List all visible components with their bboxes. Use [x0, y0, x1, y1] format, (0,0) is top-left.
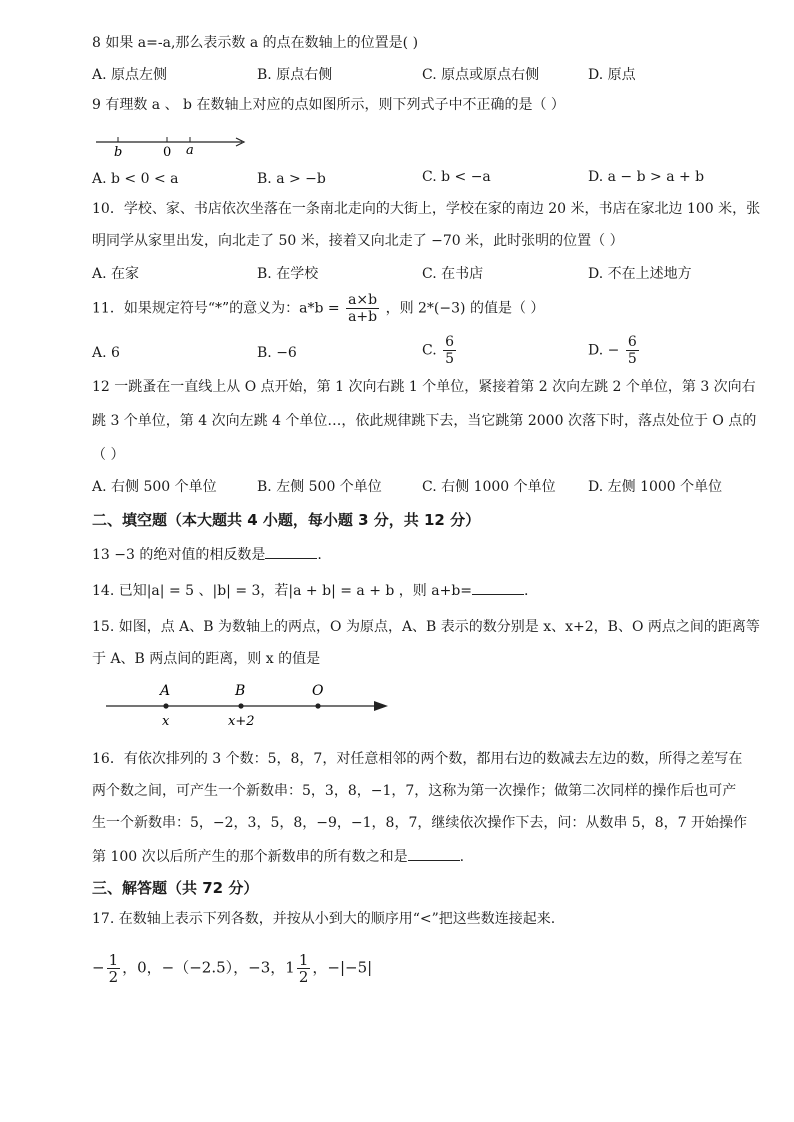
- q10-line-1: 10．学校、家、书店依次坐落在一条南北走向的大街上，学校在家的南边 20 米，书店在家北边 100 米，张: [92, 201, 761, 217]
- q10-option-a: A. 在家: [92, 266, 140, 282]
- q17-fraction-1: [107, 952, 121, 985]
- q11-option-d-label: D. −: [588, 342, 620, 359]
- q12-option-b: B. 左侧 500 个单位: [257, 479, 382, 495]
- q15-label-a: A: [160, 683, 171, 699]
- q17-fraction-2: [297, 952, 311, 985]
- q16-text: 第 100 次以后所产生的那个新数串的所有数之和是: [92, 849, 408, 865]
- q8-option-c: C. 原点或原点右侧: [422, 67, 540, 83]
- q8-option-a: A. 原点左侧: [92, 67, 168, 83]
- q17-numbers: [92, 952, 372, 985]
- q11-option-c-fraction: [443, 334, 456, 367]
- q9-option-a: A. b < 0 < a: [92, 171, 179, 187]
- q17-fraction-2-numerator: 1: [298, 951, 309, 969]
- q10-option-b: B. 在学校: [257, 266, 319, 282]
- section-3-heading: 三、解答题（共 72 分）: [92, 879, 259, 897]
- q13-stem: [92, 544, 322, 564]
- q11-prefix: 11．如果规定符号“*”的意义为：a*b =: [92, 300, 340, 317]
- q11-option-c: [422, 334, 458, 367]
- q16-end: .: [459, 849, 465, 865]
- q15-label-b: B: [235, 683, 246, 699]
- q11-fraction-numerator: a×b: [348, 292, 378, 308]
- q8-option-d: D. 原点: [588, 67, 636, 83]
- q15-point-b: [238, 703, 243, 708]
- q12-line-1: 12 一跳蚤在一直线上从 O 点开始，第 1 次向右跳 1 个单位，紧接着第 2 次向左跳 2 个单位，第 3 次向右: [92, 379, 756, 395]
- q16-line-4: [92, 846, 464, 866]
- q15-number-line: [104, 680, 396, 732]
- q13-end: .: [317, 547, 322, 563]
- q9-label-0: 0: [163, 145, 172, 160]
- q8-option-b: B. 原点右侧: [257, 67, 333, 83]
- q9-stem: 9 有理数 a 、 b 在数轴上对应的点如图所示，则下列式子中不正确的是（ ）: [92, 97, 565, 113]
- q15-axis-arrow: [374, 701, 388, 711]
- q15-point-o: [315, 703, 320, 708]
- q9-label-a: a: [186, 143, 194, 158]
- q11-option-c-denominator: 5: [445, 351, 455, 367]
- q15-line-1: 15. 如图，点 A、B 为数轴上的两点，O 为原点，A、B 表示的数分别是 x、x+2，B、O 两点之间的距离等: [92, 619, 760, 635]
- q16-line-3: 生一个新数串：5，−2，3，5，8，−9，−1，8，7，继续依次操作下去，问：从数串 5，8，7 开始操作: [92, 815, 747, 831]
- q9-option-c: C. b < −a: [422, 169, 491, 185]
- q11-option-c-label: C.: [422, 342, 437, 359]
- q11-fraction-denominator: a+b: [348, 309, 378, 325]
- q8-stem: 8 如果 a=-a,那么表示数 a 的点在数轴上的位置是( ): [92, 35, 419, 51]
- q17-fraction-1-denominator: 2: [108, 968, 119, 986]
- q11-option-c-numerator: 6: [445, 334, 455, 350]
- q12-line-3: （ ）: [92, 447, 125, 463]
- q16-line-2: 两个数之间，可产生一个新数串：5，3，8，−1，7，这称为第一次操作；做第二次同样的操作后也可产: [92, 783, 737, 799]
- q11-definition-fraction: [346, 292, 379, 325]
- q15-line-2: 于 A、B 两点间的距离，则 x 的值是: [92, 651, 321, 667]
- q12-line-2: 跳 3 个单位，第 4 次向左跳 4 个单位…，依此规律跳下去，当它跳第 2000 次落下时，落点处位于 O 点的: [92, 413, 757, 429]
- q11-stem: [92, 292, 544, 325]
- q9-label-b: b: [114, 145, 123, 160]
- q13-text: 13 −3 的绝对值的相反数是: [92, 547, 266, 563]
- q11-option-d-denominator: 5: [627, 351, 637, 367]
- q17-neg-sign: −: [92, 958, 105, 977]
- q9-option-b: B. a > −b: [257, 171, 326, 187]
- q11-option-a: A. 6: [92, 345, 120, 361]
- q12-option-a: A. 右侧 500 个单位: [92, 479, 217, 495]
- q15-value-b: x+2: [228, 714, 255, 729]
- q12-option-d: D. 左侧 1000 个单位: [588, 479, 723, 495]
- q11-option-d-numerator: 6: [627, 334, 637, 350]
- q14-end: .: [524, 583, 529, 599]
- q17-middle-numbers: ，0，−（−2.5），−3，1: [122, 958, 295, 977]
- q14-stem: [92, 580, 528, 600]
- q11-suffix: ，则 2*(−3) 的值是（ ）: [385, 300, 545, 317]
- q9-number-line: [92, 130, 262, 160]
- q11-option-d-fraction: [626, 334, 639, 367]
- q10-line-2: 明同学从家里出发，向北走了 50 米，接着又向北走了 −70 米，此时张明的位置（ ）: [92, 233, 624, 249]
- q11-option-b: B. −6: [257, 345, 297, 361]
- q12-option-c: C. 右侧 1000 个单位: [422, 479, 556, 495]
- q14-text: 14. 已知|a| = 5 、|b| = 3，若|a + b| = a + b ，则 a+b=: [92, 583, 473, 599]
- q10-option-d: D. 不在上述地方: [588, 266, 692, 282]
- q11-option-d: [588, 334, 641, 367]
- q15-value-a: x: [162, 714, 170, 729]
- q13-answer-blank[interactable]: [265, 544, 317, 559]
- q9-option-d: D. a − b > a + b: [588, 169, 705, 185]
- q17-tail-numbers: ，−|−5|: [312, 958, 373, 977]
- q15-label-o: O: [312, 683, 324, 699]
- section-2-heading: 二、填空题（本大题共 4 小题，每小题 3 分，共 12 分）: [92, 511, 481, 529]
- q10-option-c: C. 在书店: [422, 266, 484, 282]
- q17-fraction-2-denominator: 2: [298, 968, 309, 986]
- q17-fraction-1-numerator: 1: [108, 951, 119, 969]
- q16-line-1: 16．有依次排列的 3 个数：5，8，7，对任意相邻的两个数，都用右边的数减去左边的数，所得之差写在: [92, 751, 743, 767]
- q15-point-a: [163, 703, 168, 708]
- q14-answer-blank[interactable]: [472, 580, 524, 595]
- q16-answer-blank[interactable]: [408, 846, 460, 861]
- q17-stem: 17. 在数轴上表示下列各数，并按从小到大的顺序用“<”把这些数连接起来.: [92, 911, 556, 927]
